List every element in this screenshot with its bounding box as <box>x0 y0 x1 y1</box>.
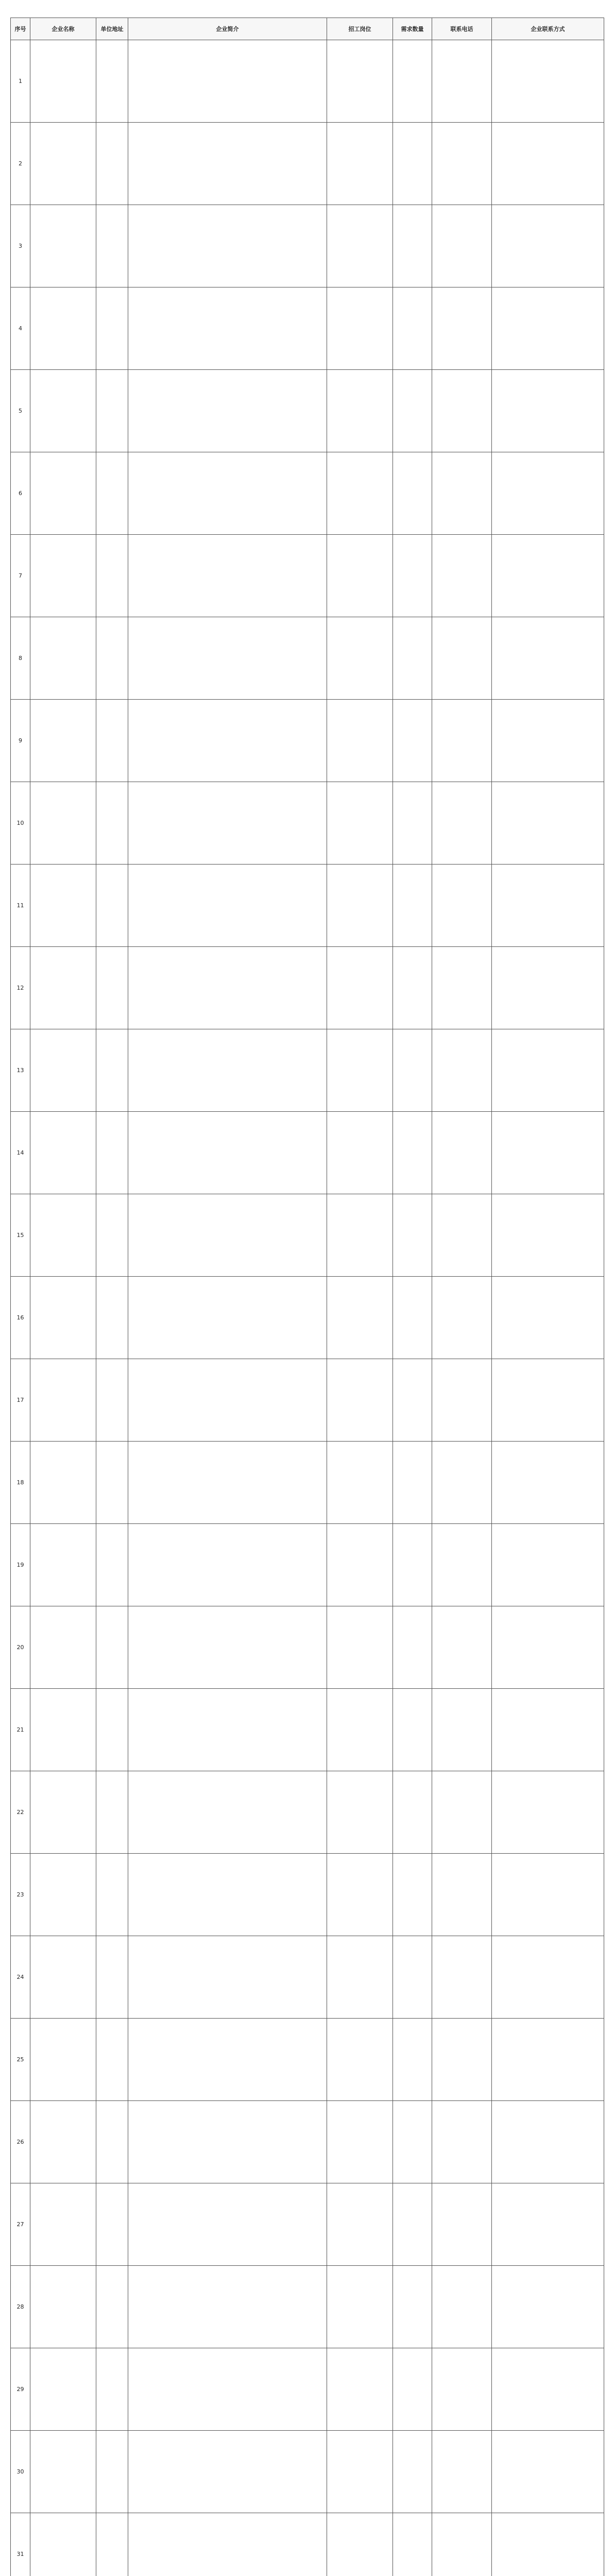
cell-headcount <box>393 1524 432 1606</box>
cell-positions <box>327 123 393 205</box>
table-body <box>11 40 604 2576</box>
cell-company <box>30 1112 96 1194</box>
cell-no: 20 <box>11 1606 30 1689</box>
cell-phone <box>432 452 492 535</box>
cell-contact <box>492 1689 604 1771</box>
table-row <box>11 40 604 123</box>
cell-phone <box>432 947 492 1029</box>
table-row <box>11 617 604 700</box>
cell-positions <box>327 287 393 370</box>
cell-contact <box>492 1029 604 1112</box>
table-row <box>11 1359 604 1442</box>
cell-headcount <box>393 287 432 370</box>
table-row <box>11 1524 604 1606</box>
cell-company <box>30 1359 96 1442</box>
cell-phone <box>432 782 492 865</box>
cell-company <box>30 2183 96 2266</box>
cell-positions <box>327 1194 393 1277</box>
cell-location <box>96 2101 128 2183</box>
cell-contact <box>492 123 604 205</box>
cell-intro <box>128 2431 327 2513</box>
cell-headcount <box>393 1854 432 1936</box>
cell-phone <box>432 2348 492 2431</box>
cell-location <box>96 1771 128 1854</box>
cell-headcount <box>393 865 432 947</box>
table-row <box>11 2513 604 2576</box>
cell-no: 11 <box>11 865 30 947</box>
cell-intro <box>128 452 327 535</box>
cell-phone <box>432 1854 492 1936</box>
cell-intro <box>128 1606 327 1689</box>
cell-company <box>30 1689 96 1771</box>
cell-company <box>30 123 96 205</box>
cell-location <box>96 1112 128 1194</box>
cell-no: 7 <box>11 535 30 617</box>
cell-phone <box>432 1112 492 1194</box>
cell-headcount <box>393 1771 432 1854</box>
cell-phone <box>432 2431 492 2513</box>
cell-intro <box>128 1689 327 1771</box>
cell-intro <box>128 617 327 700</box>
cell-contact <box>492 947 604 1029</box>
cell-intro <box>128 782 327 865</box>
header-headcount: 需求数量 <box>393 18 432 40</box>
cell-no: 27 <box>11 2183 30 2266</box>
cell-company <box>30 947 96 1029</box>
table-row <box>11 2019 604 2101</box>
cell-headcount <box>393 535 432 617</box>
cell-company <box>30 1194 96 1277</box>
cell-phone <box>432 40 492 123</box>
cell-company <box>30 2266 96 2348</box>
cell-contact <box>492 2101 604 2183</box>
cell-intro <box>128 2348 327 2431</box>
cell-positions <box>327 947 393 1029</box>
cell-intro <box>128 2513 327 2576</box>
cell-location <box>96 617 128 700</box>
cell-headcount <box>393 1606 432 1689</box>
cell-intro <box>128 2019 327 2101</box>
cell-phone <box>432 2183 492 2266</box>
cell-no: 26 <box>11 2101 30 2183</box>
cell-company <box>30 535 96 617</box>
cell-positions <box>327 1029 393 1112</box>
cell-intro <box>128 1029 327 1112</box>
cell-positions <box>327 452 393 535</box>
cell-phone <box>432 1359 492 1442</box>
cell-company <box>30 2431 96 2513</box>
cell-company <box>30 370 96 452</box>
cell-intro <box>128 1112 327 1194</box>
cell-phone <box>432 1606 492 1689</box>
table-row <box>11 782 604 865</box>
cell-contact <box>492 1606 604 1689</box>
cell-intro <box>128 1771 327 1854</box>
cell-company <box>30 205 96 287</box>
cell-location <box>96 1936 128 2019</box>
cell-phone <box>432 1936 492 2019</box>
header-positions: 招工岗位 <box>327 18 393 40</box>
cell-company <box>30 2348 96 2431</box>
table-row <box>11 865 604 947</box>
cell-positions <box>327 2348 393 2431</box>
cell-positions <box>327 2431 393 2513</box>
cell-headcount <box>393 452 432 535</box>
cell-headcount <box>393 947 432 1029</box>
cell-positions <box>327 205 393 287</box>
cell-phone <box>432 287 492 370</box>
cell-positions <box>327 2019 393 2101</box>
header-intro: 企业简介 <box>128 18 327 40</box>
cell-positions <box>327 1277 393 1359</box>
cell-location <box>96 2019 128 2101</box>
cell-headcount <box>393 1112 432 1194</box>
cell-contact <box>492 2183 604 2266</box>
cell-positions <box>327 700 393 782</box>
cell-intro <box>128 205 327 287</box>
cell-contact <box>492 1194 604 1277</box>
header-phone: 联系电话 <box>432 18 492 40</box>
cell-location <box>96 2266 128 2348</box>
cell-positions <box>327 1689 393 1771</box>
cell-no: 24 <box>11 1936 30 2019</box>
cell-headcount <box>393 1277 432 1359</box>
cell-phone <box>432 700 492 782</box>
cell-location <box>96 1854 128 1936</box>
cell-no: 8 <box>11 617 30 700</box>
table-row <box>11 2266 604 2348</box>
table-row <box>11 947 604 1029</box>
cell-positions <box>327 2266 393 2348</box>
cell-contact <box>492 1524 604 1606</box>
cell-phone <box>432 1277 492 1359</box>
cell-company <box>30 865 96 947</box>
cell-intro <box>128 287 327 370</box>
cell-headcount <box>393 1194 432 1277</box>
cell-phone <box>432 865 492 947</box>
cell-positions <box>327 1524 393 1606</box>
cell-headcount <box>393 370 432 452</box>
cell-company <box>30 2101 96 2183</box>
table-row <box>11 287 604 370</box>
cell-positions <box>327 617 393 700</box>
cell-positions <box>327 2513 393 2576</box>
cell-no: 12 <box>11 947 30 1029</box>
cell-no: 16 <box>11 1277 30 1359</box>
cell-location <box>96 370 128 452</box>
cell-company <box>30 1854 96 1936</box>
cell-phone <box>432 1689 492 1771</box>
cell-intro <box>128 1936 327 2019</box>
cell-contact <box>492 782 604 865</box>
cell-headcount <box>393 1936 432 2019</box>
cell-location <box>96 1689 128 1771</box>
cell-phone <box>432 2019 492 2101</box>
table-row <box>11 1442 604 1524</box>
cell-contact <box>492 2431 604 2513</box>
cell-company <box>30 782 96 865</box>
cell-positions <box>327 40 393 123</box>
cell-no: 28 <box>11 2266 30 2348</box>
cell-headcount <box>393 782 432 865</box>
cell-headcount <box>393 2183 432 2266</box>
cell-no: 4 <box>11 287 30 370</box>
cell-no: 23 <box>11 1854 30 1936</box>
cell-location <box>96 1359 128 1442</box>
cell-contact <box>492 1112 604 1194</box>
cell-company <box>30 1029 96 1112</box>
cell-contact <box>492 865 604 947</box>
cell-positions <box>327 1112 393 1194</box>
cell-contact <box>492 700 604 782</box>
cell-positions <box>327 1854 393 1936</box>
cell-positions <box>327 535 393 617</box>
cell-no: 17 <box>11 1359 30 1442</box>
cell-intro <box>128 2266 327 2348</box>
cell-location <box>96 1442 128 1524</box>
cell-headcount <box>393 1359 432 1442</box>
cell-intro <box>128 2101 327 2183</box>
cell-headcount <box>393 123 432 205</box>
cell-phone <box>432 2513 492 2576</box>
table-row <box>11 2431 604 2513</box>
cell-positions <box>327 1936 393 2019</box>
cell-headcount <box>393 1029 432 1112</box>
cell-contact <box>492 1277 604 1359</box>
cell-no: 22 <box>11 1771 30 1854</box>
table-row <box>11 1029 604 1112</box>
cell-phone <box>432 1194 492 1277</box>
cell-location <box>96 123 128 205</box>
cell-location <box>96 535 128 617</box>
table-row <box>11 123 604 205</box>
cell-headcount <box>393 2513 432 2576</box>
recruitment-table <box>10 18 604 2576</box>
cell-no: 18 <box>11 1442 30 1524</box>
cell-contact <box>492 2348 604 2431</box>
cell-headcount <box>393 40 432 123</box>
cell-contact <box>492 1442 604 1524</box>
cell-location <box>96 2183 128 2266</box>
cell-no: 14 <box>11 1112 30 1194</box>
table-row <box>11 1854 604 1936</box>
table-row <box>11 1771 604 1854</box>
cell-headcount <box>393 2266 432 2348</box>
cell-no: 6 <box>11 452 30 535</box>
cell-location <box>96 205 128 287</box>
cell-intro <box>128 2183 327 2266</box>
cell-contact <box>492 40 604 123</box>
cell-location <box>96 1606 128 1689</box>
cell-headcount <box>393 1689 432 1771</box>
table-row <box>11 370 604 452</box>
cell-company <box>30 2019 96 2101</box>
header-location: 单位地址 <box>96 18 128 40</box>
cell-company <box>30 1606 96 1689</box>
cell-contact <box>492 370 604 452</box>
cell-no: 13 <box>11 1029 30 1112</box>
cell-no: 2 <box>11 123 30 205</box>
table-row <box>11 1606 604 1689</box>
cell-intro <box>128 700 327 782</box>
cell-contact <box>492 205 604 287</box>
cell-company <box>30 1771 96 1854</box>
cell-location <box>96 2513 128 2576</box>
table-row <box>11 1936 604 2019</box>
cell-company <box>30 617 96 700</box>
cell-phone <box>432 370 492 452</box>
table-row <box>11 452 604 535</box>
cell-location <box>96 452 128 535</box>
header-company: 企业名称 <box>30 18 96 40</box>
table-row <box>11 1112 604 1194</box>
cell-phone <box>432 1524 492 1606</box>
cell-company <box>30 1524 96 1606</box>
cell-company <box>30 1277 96 1359</box>
cell-location <box>96 2431 128 2513</box>
cell-contact <box>492 617 604 700</box>
cell-no: 9 <box>11 700 30 782</box>
cell-location <box>96 782 128 865</box>
cell-contact <box>492 1771 604 1854</box>
cell-intro <box>128 947 327 1029</box>
cell-no: 30 <box>11 2431 30 2513</box>
cell-positions <box>327 2183 393 2266</box>
cell-location <box>96 865 128 947</box>
cell-location <box>96 1194 128 1277</box>
cell-contact <box>492 2513 604 2576</box>
cell-intro <box>128 1442 327 1524</box>
cell-headcount <box>393 2019 432 2101</box>
cell-intro <box>128 1854 327 1936</box>
table-row <box>11 2183 604 2266</box>
cell-contact <box>492 2266 604 2348</box>
header-row <box>11 18 604 40</box>
cell-contact <box>492 287 604 370</box>
cell-company <box>30 1442 96 1524</box>
cell-location <box>96 287 128 370</box>
cell-no: 21 <box>11 1689 30 1771</box>
cell-no: 31 <box>11 2513 30 2576</box>
cell-phone <box>432 2266 492 2348</box>
cell-phone <box>432 535 492 617</box>
cell-no: 3 <box>11 205 30 287</box>
cell-headcount <box>393 617 432 700</box>
cell-positions <box>327 2101 393 2183</box>
cell-intro <box>128 370 327 452</box>
cell-no: 5 <box>11 370 30 452</box>
table-row <box>11 535 604 617</box>
cell-phone <box>432 205 492 287</box>
cell-headcount <box>393 2101 432 2183</box>
cell-no: 29 <box>11 2348 30 2431</box>
cell-positions <box>327 865 393 947</box>
cell-phone <box>432 1442 492 1524</box>
table-row <box>11 1277 604 1359</box>
cell-location <box>96 947 128 1029</box>
cell-location <box>96 1524 128 1606</box>
cell-contact <box>492 452 604 535</box>
cell-no: 10 <box>11 782 30 865</box>
cell-phone <box>432 1029 492 1112</box>
cell-headcount <box>393 1442 432 1524</box>
cell-headcount <box>393 700 432 782</box>
cell-intro <box>128 1194 327 1277</box>
table-row <box>11 205 604 287</box>
table-header <box>11 18 604 40</box>
cell-headcount <box>393 2348 432 2431</box>
cell-contact <box>492 1359 604 1442</box>
cell-company <box>30 2513 96 2576</box>
cell-positions <box>327 782 393 865</box>
cell-positions <box>327 1442 393 1524</box>
cell-location <box>96 2348 128 2431</box>
table-row <box>11 700 604 782</box>
cell-intro <box>128 40 327 123</box>
cell-contact <box>492 2019 604 2101</box>
cell-location <box>96 700 128 782</box>
cell-intro <box>128 1359 327 1442</box>
cell-headcount <box>393 2431 432 2513</box>
header-contact: 企业联系方式 <box>492 18 604 40</box>
cell-no: 1 <box>11 40 30 123</box>
cell-company <box>30 700 96 782</box>
header-no: 序号 <box>11 18 30 40</box>
table-row <box>11 1194 604 1277</box>
cell-company <box>30 1936 96 2019</box>
cell-phone <box>432 617 492 700</box>
cell-location <box>96 1029 128 1112</box>
cell-positions <box>327 370 393 452</box>
cell-no: 25 <box>11 2019 30 2101</box>
cell-contact <box>492 535 604 617</box>
cell-phone <box>432 1771 492 1854</box>
cell-phone <box>432 123 492 205</box>
cell-contact <box>492 1936 604 2019</box>
cell-positions <box>327 1359 393 1442</box>
cell-intro <box>128 1277 327 1359</box>
table-row <box>11 2101 604 2183</box>
cell-company <box>30 287 96 370</box>
cell-intro <box>128 1524 327 1606</box>
cell-intro <box>128 535 327 617</box>
cell-location <box>96 1277 128 1359</box>
cell-company <box>30 40 96 123</box>
cell-headcount <box>393 205 432 287</box>
cell-phone <box>432 2101 492 2183</box>
cell-location <box>96 40 128 123</box>
table-row <box>11 1689 604 1771</box>
cell-positions <box>327 1771 393 1854</box>
table-row <box>11 2348 604 2431</box>
cell-no: 19 <box>11 1524 30 1606</box>
cell-contact <box>492 1854 604 1936</box>
cell-intro <box>128 865 327 947</box>
cell-no: 15 <box>11 1194 30 1277</box>
cell-intro <box>128 123 327 205</box>
cell-positions <box>327 1606 393 1689</box>
cell-company <box>30 452 96 535</box>
